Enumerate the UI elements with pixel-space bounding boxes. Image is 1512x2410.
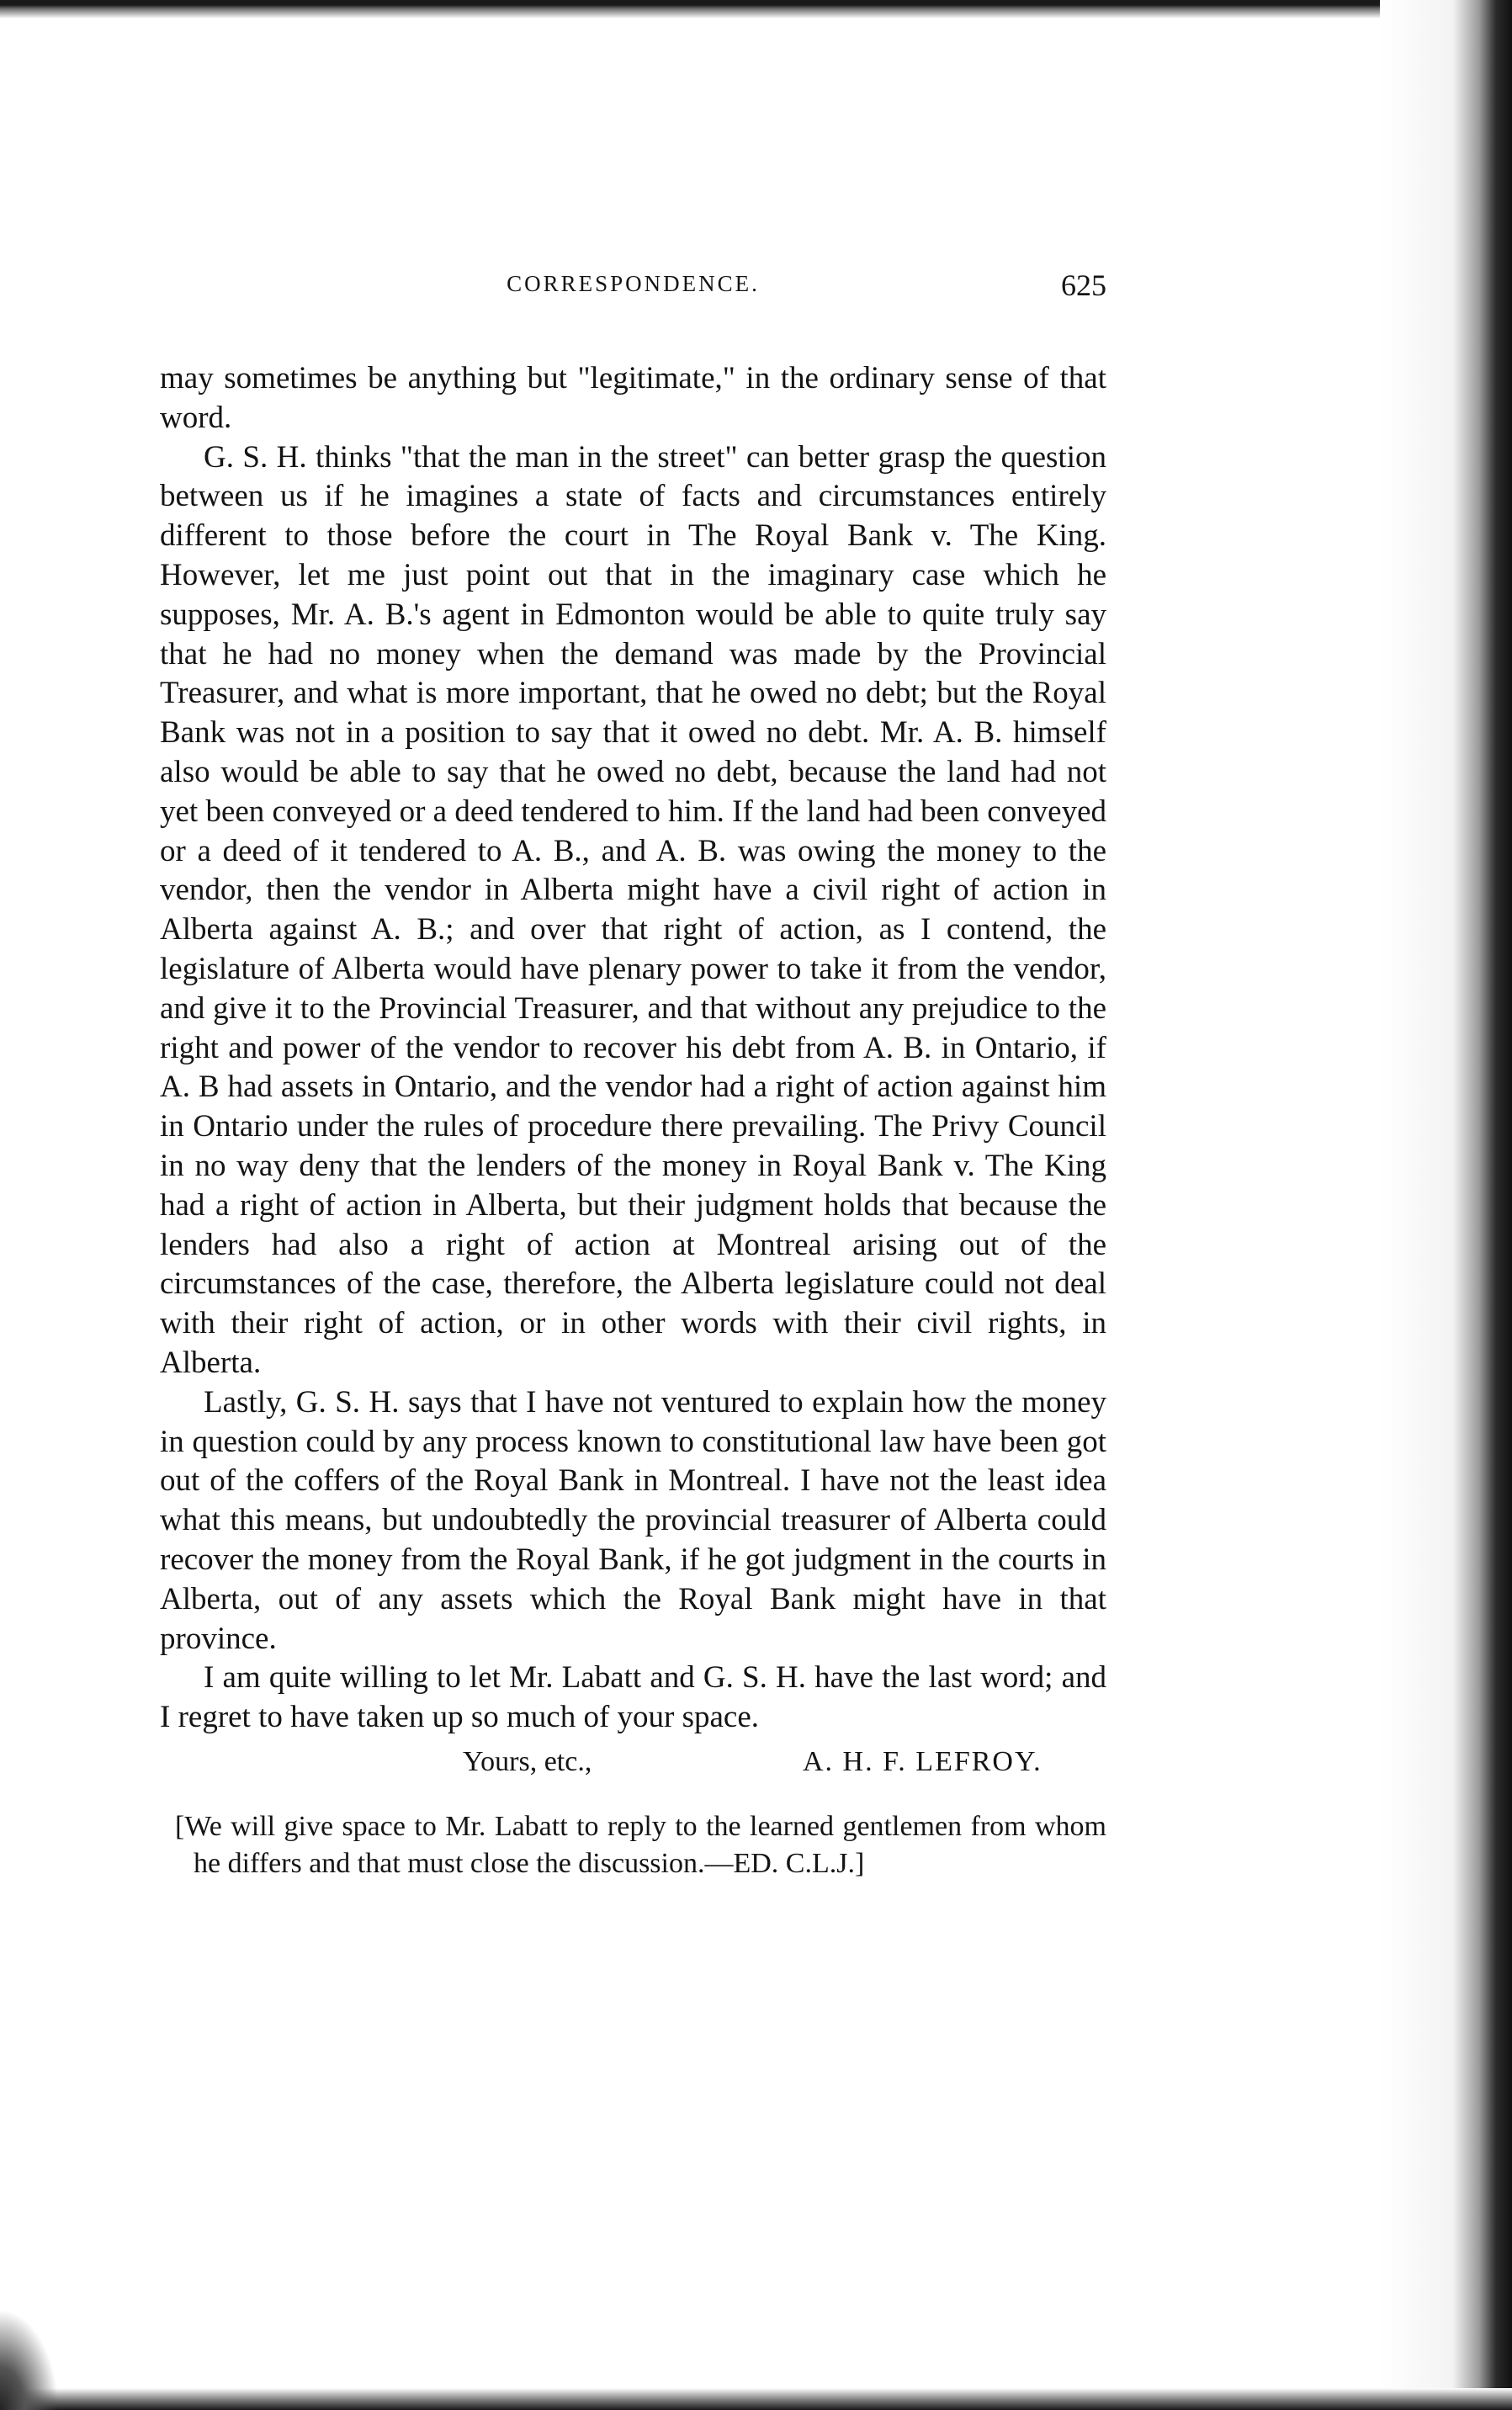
scan-edge-right — [1380, 0, 1512, 2410]
paragraph-continuation: may sometimes be anything but "legitimate," in the ordinary sense of that word. — [160, 361, 1106, 435]
page-header — [160, 268, 1106, 305]
paragraph-gsh-argument: G. S. H. thinks "that the man in the street" can better grasp the question between us if he imagines a state of facts and circumstances entirely different to those before the court in The Royal Bank v. The King. However, let me just point out that in the imaginary case which he supposes, Mr. A. B.'s agent in Edmonton would be able to quite truly say that he had no money when the demand was made by the Provincial Treasurer, and what is more important, that he owed no debt; but the Royal Bank was not in a position to say that it owed no debt. Mr. A. B. himself also would be able to say that he owed no debt, because the land had not yet been conveyed or a deed tendered to him. If the land had been conveyed or a deed of it tendered to A. B., and A. B. was owing the money to the vendor, then the vendor in Alberta might have a civil right of action in Alberta against A. B.; and over that right of action, as I contend, the legislature of Alberta would have plenary power to take it from the vendor, and give it to the Provincial Treasurer, and that without any prejudice to the right and power of the vendor to recover his debt from A. B. in Ontario, if A. B had assets in Ontario, and the vendor had a right of action against him in Ontario under the rules of procedure there prevailing. The Privy Council in no way deny that the lenders of the money in Royal Bank v. The King had a right of action in Alberta, but their judgment holds that because the lenders had also a right of action at Montreal arising out of the circumstances of the case, therefore, the Alberta legislature could not deal with their right of action, or in other words with their civil rights, in Alberta. — [160, 439, 1106, 1380]
running-head: CORRESPONDENCE. — [507, 271, 760, 296]
paragraph-lastly: Lastly, G. S. H. says that I have not ventured to explain how the money in question could by any process known to constitutional law have been got out of the coffers of the Royal Bank in Montreal. I have not the least idea what this means, but undoubtedly the provincial treasurer of Alberta could recover the money from the Royal Bank, if he got judgment in the courts in Alberta, out of any assets which the Royal Bank might have in that province. — [160, 1384, 1106, 1656]
closing-salutation: Yours, etc., — [463, 1745, 592, 1777]
editor-note: [We will give space to Mr. Labatt to reply to the learned gentlemen from whom he differs and that must close the discussion.—ED. C.L.J.] — [175, 1810, 1106, 1879]
scan-edge-bottom — [0, 2388, 1512, 2410]
page-body — [160, 359, 1106, 1911]
scan-edge-top — [0, 0, 1512, 19]
author-signature: A. H. F. LEFROY. — [803, 1745, 1042, 1777]
scan-corner-shadow — [0, 2309, 59, 2410]
page-number: 625 — [1061, 268, 1106, 302]
signoff — [160, 1746, 1106, 1786]
paragraph-closing: I am quite willing to let Mr. Labatt and G. S. H. have the last word; and I regret to have taken up so much of your space. — [160, 1660, 1106, 1735]
